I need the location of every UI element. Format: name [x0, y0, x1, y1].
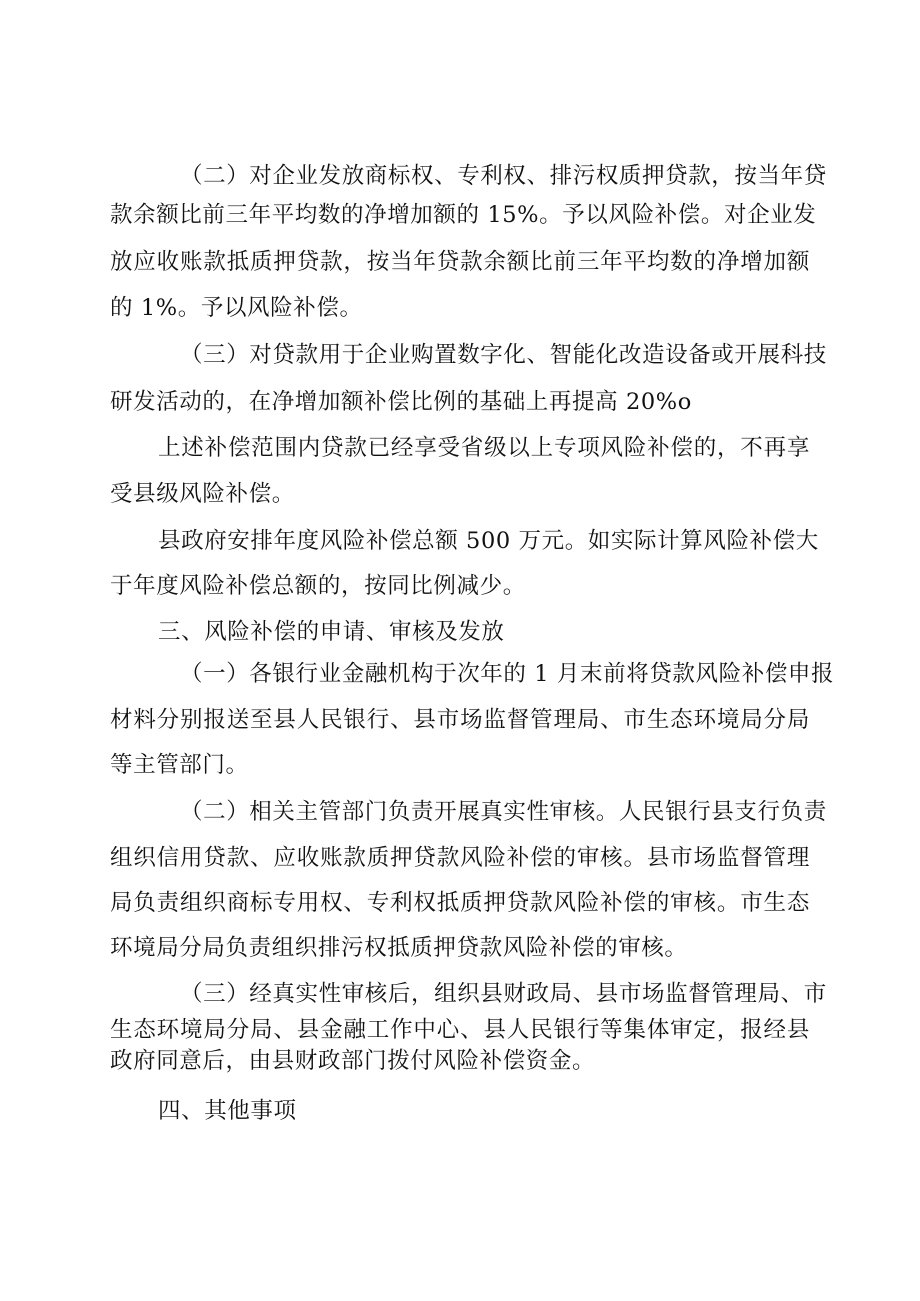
paragraph-line: （二）相关主管部门负责开展真实性审核。人民银行县支行负责 — [180, 799, 827, 825]
paragraph-line: 县政府安排年度风险补偿总额 500 万元。如实际计算风险补偿大 — [158, 528, 819, 554]
paragraph-line: 局负责组织商标专用权、专利权抵质押贷款风险补偿的审核。市生态 — [110, 890, 810, 916]
paragraph-line: 于年度风险补偿总额的，按同比例减少。 — [110, 573, 526, 599]
paragraph-line: 的 1%。予以风险补偿。 — [110, 295, 363, 321]
section-heading: 四、其他事项 — [158, 1098, 297, 1124]
paragraph-line: 等主管部门。 — [110, 752, 249, 778]
paragraph-line: 材料分别报送至县人民银行、县市场监督管理局、市生态环境局分局 — [110, 707, 810, 733]
paragraph-line: 生态环境局分局、县金融工作中心、县人民银行等集体审定，报经县 — [110, 1017, 810, 1043]
paragraph-line: 组织信用贷款、应收账款质押贷款风险补偿的审核。县市场监督管理 — [110, 845, 810, 871]
paragraph-line: （三）对贷款用于企业购置数字化、智能化改造设备或开展科技 — [180, 342, 827, 368]
paragraph-line: 研发活动的，在净增加额补偿比例的基础上再提高 20%o — [110, 389, 692, 415]
paragraph-line: 放应收账款抵质押贷款，按当年贷款余额比前三年平均数的净增加额 — [110, 249, 810, 275]
paragraph-line: （三）经真实性审核后，组织县财政局、县市场监督管理局、市 — [180, 981, 827, 1007]
section-heading: 三、风险补偿的申请、审核及发放 — [158, 619, 505, 645]
paragraph-line: 政府同意后，由县财政部门拨付风险补偿资金。 — [110, 1048, 596, 1074]
paragraph-line: （一）各银行业金融机构于次年的 1 月末前将贷款风险补偿申报 — [180, 661, 835, 687]
paragraph-line: 环境局分局负责组织排污权抵质押贷款风险补偿的审核。 — [110, 935, 688, 961]
paragraph-line: 受县级风险补偿。 — [110, 481, 295, 507]
paragraph-line: （二）对企业发放商标权、专利权、排污权质押贷款，按当年贷 — [180, 163, 827, 189]
paragraph-line: 款余额比前三年平均数的净增加额的 15%。予以风险补偿。对企业发 — [110, 202, 817, 228]
paragraph-line: 上述补偿范围内贷款已经享受省级以上专项风险补偿的，不再享 — [158, 435, 810, 461]
